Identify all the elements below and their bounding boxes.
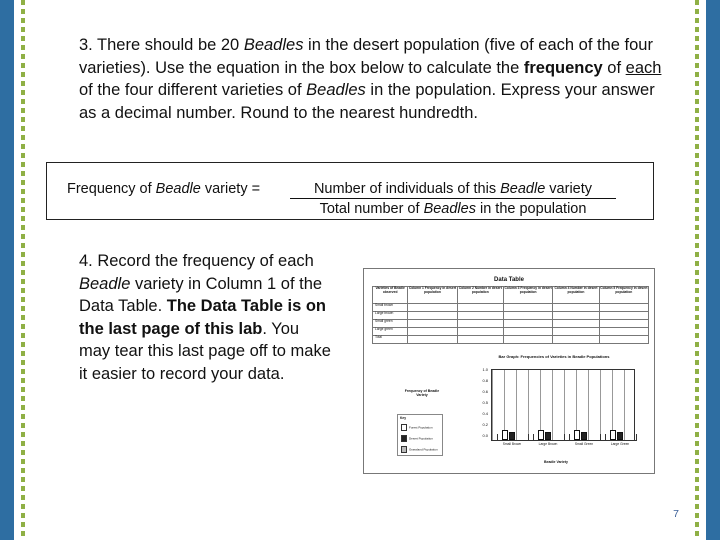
category-bracket (497, 434, 529, 441)
graph-y-axis-label: Frequency of Beadle Variety (404, 389, 440, 397)
thumbnail-bar-graph (374, 354, 646, 472)
formula-denominator: Total number of Beadles in the population (319, 201, 587, 217)
table-row-label: Small brown (373, 304, 408, 312)
y-tick-label: 0.4 (482, 411, 488, 416)
y-tick-label: 0.0 (482, 433, 488, 438)
graph-title: Bar Graph: Frequencies of Varieties in Beadle Populations (498, 354, 610, 359)
x-category-label: Large Green (610, 442, 630, 446)
category-bracket (569, 434, 601, 441)
graph-legend (397, 414, 443, 456)
right-border-band (706, 0, 720, 540)
table-row-label: Small green (373, 320, 408, 328)
legend-title: Key (400, 416, 407, 420)
left-border-band (0, 0, 14, 540)
question-4-text: 4. Record the frequency of each Beadle variety in Column 1 of the Data Table. The Data Table is on the last page of this lab. You may tear this last page off to make it easier to record your data. (79, 252, 331, 383)
question-3-text: 3. There should be 20 Beadles in the desert population (five of each of the four varieties). Use the equation in the box below to calculate the frequency of each of the four different varieties of Beadles in the population. Express your answer as a decimal number. Round to the nearest hundredth. (79, 36, 662, 122)
legend-swatch-white (401, 424, 407, 431)
formula-left-side: Frequency of Beadle variety = (67, 181, 261, 197)
data-table-thumbnail (363, 268, 655, 474)
left-dashed-border (21, 0, 25, 540)
table-header-cell: Column 4 Number in desert population (553, 287, 599, 304)
category-bracket (605, 434, 637, 441)
graph-plot-area (491, 369, 635, 441)
legend-swatch-dotted (401, 446, 407, 453)
frequency-formula-box (46, 162, 654, 220)
table-header-cell: Column 1 Frequency in desert population (408, 287, 457, 304)
graph-x-axis-title: Beadle Variety (544, 460, 568, 464)
table-row-label: Large brown (373, 312, 408, 320)
legend-item: Forest Population (401, 424, 433, 431)
table-header-cell: Column 5 Frequency in desert population (599, 287, 648, 304)
legend-swatch-dark (401, 435, 407, 442)
table-row (373, 328, 649, 336)
y-tick-label: 0.8 (482, 378, 488, 383)
right-dashed-border (695, 0, 699, 540)
table-header-cell: Column 2 Number in desert population (457, 287, 503, 304)
y-tick-label: 0.5 (482, 400, 488, 405)
table-header-cell: Column 3 Frequency in desert population (504, 287, 553, 304)
table-header-cell: Varieties of Beadle observed (373, 287, 408, 304)
table-row (373, 336, 649, 344)
thumbnail-data-table (372, 286, 649, 344)
formula-fraction (290, 181, 616, 217)
table-row (373, 312, 649, 320)
category-bracket (533, 434, 565, 441)
y-tick-label: 1.0 (482, 367, 488, 372)
x-category-label: Small Brown (502, 442, 522, 446)
legend-item: Desert Population (401, 435, 433, 442)
y-tick-label: 0.2 (482, 422, 488, 427)
x-category-label: Large Brown (538, 442, 558, 446)
legend-item: Grassland Population (401, 446, 438, 453)
table-row (373, 320, 649, 328)
x-category-label: Small Green (574, 442, 594, 446)
formula-numerator: Number of individuals of this Beadle variety (290, 181, 616, 199)
table-row (373, 304, 649, 312)
thumbnail-title: Data Table (494, 277, 524, 283)
table-header-row (373, 287, 649, 304)
y-tick-label: 0.6 (482, 389, 488, 394)
page-number: 7 (673, 508, 679, 520)
table-row-label: Large green (373, 328, 408, 336)
table-row-label: Total (373, 336, 408, 344)
